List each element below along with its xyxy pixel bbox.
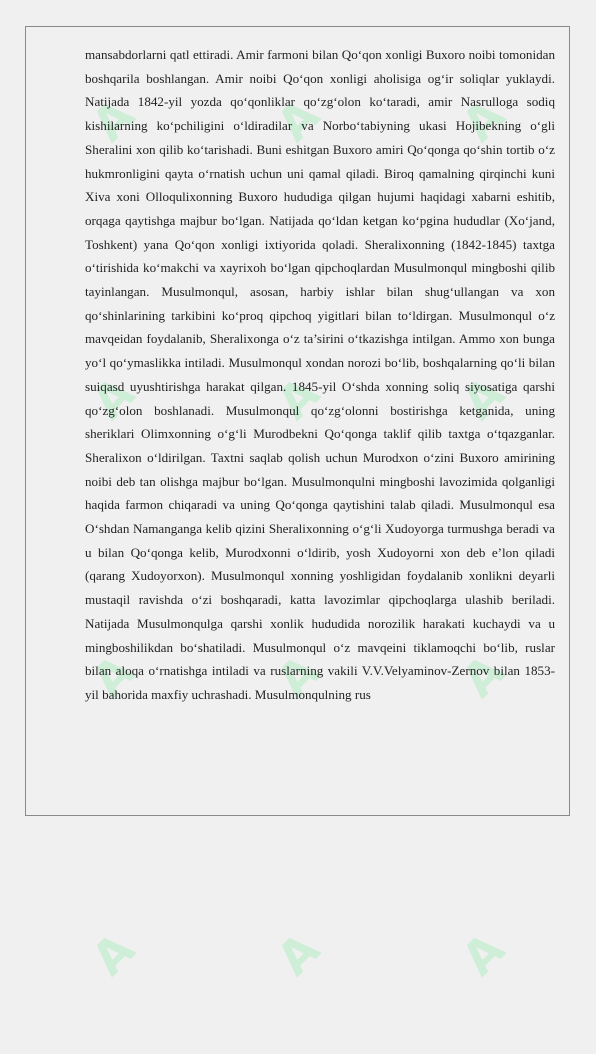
watermark-mark: A: [266, 922, 330, 986]
watermark-mark: A: [451, 88, 515, 152]
watermark-mark: A: [81, 922, 145, 986]
watermark-mark: A: [81, 88, 145, 152]
watermark-mark: A: [81, 366, 145, 430]
body-paragraph: mansabdorlarni qatl ettiradi. Amir farmoni bilan Qo‘qon xonligi Buxoro noibi tomonidan boshqarila boshlangan. Amir noibi Qo‘qon xonligi aholisiga og‘ir soliqlar yuklaydi. Natijada 1842-yil yozda qo‘qonliklar qo‘zg‘olon ko‘taradi, amir Nasrulloga sodiq kishilarning ko‘pchiligini o‘ldiradilar va Norbo‘tabiyning ukasi Hojibekning o‘gli Sheralini xon qilib ko‘tarishadi. Buni eshitgan Buxoro amiri Qo‘qonga qo‘shin tortib o‘z hukmronligini qayta o‘rnatish uchun uni qamal qiladi. Biroq qamalning qirqinchi kuni Xiva xoni Olloqulixonning Buxoro hududiga qilgan hujumi haqidagi xabarni eshitib, orqaga qaytishga majbur bo‘lgan. Natijada qo‘ldan ketgan ko‘pgina hududlar (Xo‘jand, Toshkent) yana Qo‘qon xonligi ixtiyorida qoladi. Sheralixonning (1842-1845) taxtga o‘tirishida ko‘makchi va xayrixoh bo‘lgan qipchoqlardan Musulmonqul mingboshi qilib tayinlangan. Musulmonqul, asosan, harbiy ishlar bilan shug‘ullangan va xon qo‘shinlarining tarkibini ko‘proq qipchoq yigitlari bilan to‘ldirgan. Musulmonqul o‘z mavqeidan foydalanib, Sheralixonga o‘z ta’sirini o‘tkazishga intilgan. Ammo xon bunga yo‘l qo‘ymaslikka intiladi. Musulmonqul xondan norozi bo‘lib, boshqalarning qo‘li bilan suiqasd uyushtirishga harakat qilgan. 1845-yil O‘shda xonning soliq siyosatiga qarshi qo‘zg‘olon boshlanadi. Musulmonqul qo‘zg‘olonni bostirishga ketganida, uning sheriklari Olimxonning o‘g‘li Murodbekni Qo‘qonga taklif qilib taxtga o‘tqazganlar. Sheralixon o‘ldirilgan. Taxtni saqlab qolish uchun Murodxon o‘zini Buxoro amirining noibi deb tan olishga majbur bo‘lgan. Musulmonqulni mingboshi lavozimida qolganligi haqida farmon chiqaradi va uning Qo‘qonga qaytishini talab qiladi. Musulmonqul esa O‘shdan Namanganga kelib qizini Sheralixonning o‘g‘li Xudoyorga turmushga beradi va u bilan Qo‘qonga kelib, Murodxonni o‘ldirib, yosh Xudoyorni xon deb e’lon qiladi (qarang Xudoyorxon). Musulmonqul xonning yoshligidan foydalanib xonlikni deyarli mustaqil ravishda o‘zi boshqaradi, katta lavozimlar qipchoqlarga ulashib beriladi. Natijada Musulmonqulga qarshi xonlik hududida norozilik harakati kuchaydi va u mingboshilikdan bo‘shatiladi. Musulmonqul o‘z mavqeini tiklamoqchi bo‘lib, ruslar bilan aloqa o‘rnatishga intiladi va ruslarning vakili V.V.Velyaminov-Zernov bilan 1853-yil bahorida maxfiy uchrashadi. Musulmonqulning rus: [85, 47, 555, 702]
watermark-mark: A: [266, 644, 330, 708]
watermark-mark: A: [451, 644, 515, 708]
document-body: [85, 43, 555, 707]
watermark-mark: A: [266, 88, 330, 152]
watermark-mark: A: [81, 644, 145, 708]
watermark-mark: A: [451, 922, 515, 986]
watermark-mark: A: [451, 366, 515, 430]
watermark-mark: A: [266, 366, 330, 430]
